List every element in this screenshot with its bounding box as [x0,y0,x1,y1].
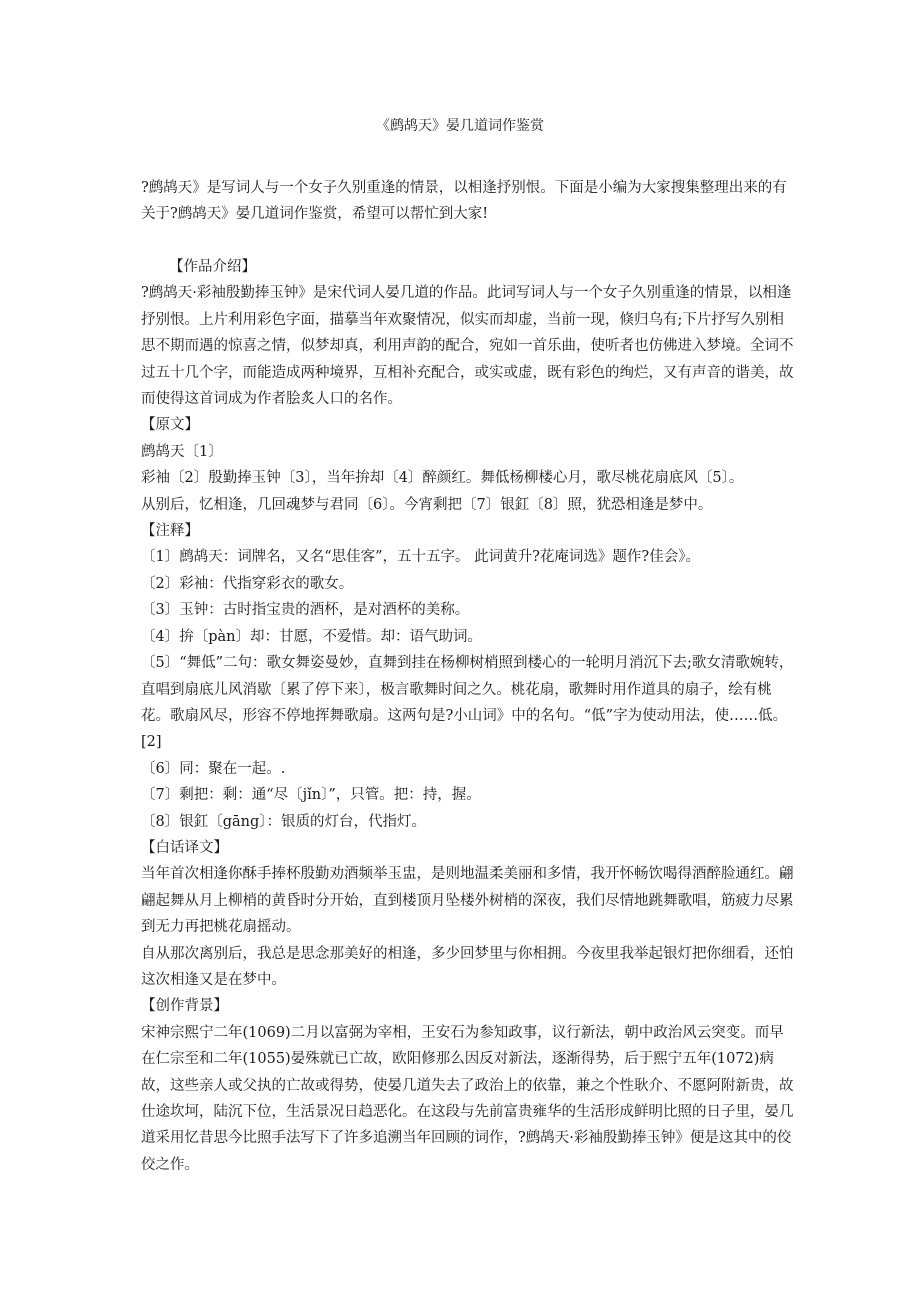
translation-paragraph: 当年首次相逢你酥手捧杯殷勤劝酒频举玉盅，是则地温柔美丽和多情，我开怀畅饮喝得酒醉脸通红。翩翩起舞从月上柳梢的黄昏时分开始，直到楼顶月坠楼外树梢的深夜，我们尽情地跳舞歌唱，筋疲力尽累到无力再把桃花扇摇动。 [141,866,794,936]
note-item: 〔5〕“舞低”二句：歌女舞姿曼妙，直舞到挂在杨柳树梢照到楼心的一轮明月消沉下去;歌女清歌婉转，直唱到扇底儿风消歇〔累了停下来〕，极言歌舞时间之久。桃花扇，歌舞时用作道具的扇子，绘有桃花。歌扇风尽，形容不停地挥舞歌扇。这两句是?小山词》中的名句。“低”字为使动用法，使……低。[2] [141,655,794,751]
original-line: 彩袖〔2〕殷勤捧玉钟〔3〕，当年拚却〔4〕醉颜红。舞低杨柳楼心月，歌尽桃花扇底风〔5〕。 [141,470,744,487]
document-title: 《鹧鸪天》晏几道词作鉴赏 [376,118,544,134]
translation-paragraph: 自从那次离别后，我总是思念那美好的相逢，多少回梦里与你相拥。今夜里我举起银灯把你细看，还怕这次相逢又是在梦中。 [141,945,794,988]
original-line: 从别后，忆相逢，几回魂梦与君同〔6〕。今宵剩把〔7〕银釭〔8〕照，犹恐相逢是梦中。 [141,496,713,513]
note-item: 〔2〕彩袖：代指穿彩衣的歌女。 [141,575,354,592]
background-text: 宋神宗熙宁二年(1069)二月以富弼为宰相，王安石为参知政事，议行新法，朝中政治风云突变。而早在仁宗至和二年(1055)晏殊就已亡故，欧阳修那么因反对新法，逐渐得势，后于熙宁五年(1072)病故，这些亲人或父执的亡故或得势，使晏几道失去了政治上的依靠，兼之个性耿介、不愿阿附新贵，故仕途坎坷，陆沉下位，生活景况日趋恶化。在这段与先前富贵雍华的生活形成鲜明比照的日子里，晏几道采用忆昔思今比照手法写下了许多追溯当年回顾的词作，?鹧鸪天·彩袖殷勤捧玉钟》便是这其中的佼佼之作。 [141,1024,794,1173]
note-item: 〔7〕剩把：剩：通“尽〔jǐn〕”，只管。把：持，握。 [141,787,481,804]
note-item: 〔4〕拚〔pàn〕却：甘愿，不爱惜。却：语气助词。 [141,628,482,645]
work-intro-heading: 【作品介绍】 [169,259,256,275]
background-heading: 【创作背景】 [141,998,228,1015]
note-item: 〔6〕同：聚在一起。. [141,760,286,777]
original-line: 鹧鸪天〔1〕 [141,443,223,460]
original-heading: 【原文】 [141,417,199,434]
main-content [141,254,797,1178]
notes-heading: 【注释】 [141,523,199,540]
note-item: 〔8〕银釭〔gāng〕：银质的灯台，代指灯。 [141,813,427,830]
note-item: 〔1〕鹧鸪天：词牌名，又名“思佳客”，五十五字。 此词黄升?花庵词选》题作?佳会》。 [141,549,700,566]
translation-heading: 【白话译文】 [141,839,228,856]
work-intro-text: ?鹧鸪天·彩袖殷勤捧玉钟》是宋代词人晏几道的作品。此词写词人与一个女子久别重逢的情景，以相逢抒别恨。上片利用彩色字面，描摹当年欢聚情况，似实而却虚，当前一现，倏归乌有;下片抒写久别相思不期而遇的惊喜之情，似梦却真，利用声韵的配合，宛如一首乐曲，使听者也仿佛进入梦境。全词不过五十几个字，而能造成两种境界，互相补充配合，或实或虚，既有彩色的绚烂，又有声音的谐美，故而使得这首词成为作者脍炙人口的名作。 [141,285,794,408]
intro-paragraph: ?鹧鸪天》是写词人与一个女子久别重逢的情景，以相逢抒别恨。下面是小编为大家搜集整理出来的有关于?鹧鸪天》晏几道词作鉴赏，希望可以帮忙到大家! [141,180,787,223]
note-item: 〔3〕玉钟：古时指宝贵的酒杯，是对酒杯的美称。 [141,602,470,619]
